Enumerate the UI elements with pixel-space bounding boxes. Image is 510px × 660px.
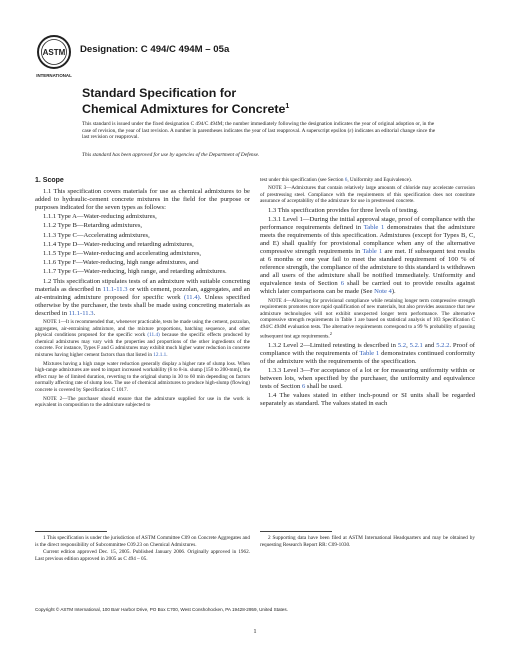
note-1-continued: Mixtures having a high range water reduction generally display a higher rate of slump loss. When high-range admixtures are used to impart increased workability (6 to 8-in. slump [150 to 200-mm]), the effect may be of limited duration, reverting to the original slump in 30 to 60 min depending on factors normally affecting rate of slump loss. The use of chemical admixtures to produce high-slump (flowing) concrete is covered by Specification C 1017. [35,360,250,393]
right-column [260,177,475,409]
footnote-1-edition: Current edition approved Dec. 15, 2005. Published January 2006. Originally approved in 1962. Last previous edition approved in 2005 as C 494 – 05. [35,549,250,562]
type-g-item: 1.1.7 Type G—Water-reducing, high range, and retarding admixtures. [43,268,227,276]
text: NOTE 4—Allowing for provisional compliance while retaining longer term compressive strength requirements promotes more rapid qualification of new materials, but also provides assurance that new admixture technologies will not exhibit unexpected longer term performance. The alternative compressive strength requirements in Table 1 are based on statistical analysis of 103 Specification C 494/C 494M evaluation tests. The alternative requirements correspond to a 99 % probability of passing subsequent test age requirements. [260,297,475,340]
link-11-1b[interactable]: 11.1-11.3 [68,309,94,317]
text: 1.3.1 Level 1—During the initial approval stage, proof of compliance with the performance requirements defined in [260,216,475,232]
text: . [166,351,168,358]
type-f-item: 1.1.6 Type F—Water-reducing, high range admixtures, and [43,259,199,267]
type-c-item: 1.1.3 Type C—Accelerating admixtures, [43,231,150,239]
svg-text:INTERNATIONAL: INTERNATIONAL [36,73,72,78]
text: test under this specification (see Section [260,177,345,183]
paragraph-1-3-3 [260,367,475,391]
footnote-rule-left [35,531,107,532]
text: 1.2 This specification stipulates tests of an admixture with suitable concreting materials as described in [35,277,250,293]
text: NOTE 1—It is recommended that, whenever practicable, tests be made using the cement, pozzolan, aggregates, air-entraining admixture, and the mixture proportions, batching sequence, and other physical conditions proposed for the specific work [35,319,250,339]
astm-logo-icon [36,34,72,80]
issuance-notice: This standard is issued under the fixed designation C 494/C 494M; the number immediately following the designation indicates the year of original adoption or, in the case of revision, the year of last revision. A number in parentheses indicates the year of last reapproval. A superscript epsilon (ε) indicates an editorial change since the last revision or reapproval. [82,121,436,141]
paragraph-1-3: 1.3 This specification provides for three levels of testing. [268,206,419,214]
text: because the specific effects produced by chemical admixtures may vary with the properties and proportions of the other ingredients of the concrete. For instance, Types F and G admixtures may exhibit much higher water reduction in concrete mixtures having higher cement factors than that listed in [35,332,250,358]
note-1 [35,319,250,359]
type-b-item: 1.1.2 Type B—Retarding admixtures, [43,222,143,230]
copyright-line: Copyright © ASTM International, 100 Barr Harbor Drive, PO Box C700, West Conshohocken, PA 19428-2959, United States. [35,607,288,612]
title-line-2 [82,100,412,116]
text: ). [391,288,396,296]
type-e-item: 1.1.5 Type E—Water-reducing and accelerating admixtures, [43,249,202,257]
text: demonstrates that the admixture meets the requirements of this specification. Admixtures (except for Types B, C, and E) shall qualify for provisional compliance when any of the alternative compressive strength requirements in [260,224,476,256]
text: 1.3.2 Level 2—Limited retesting is described in [268,341,398,349]
type-a-item: 1.1.1 Type A—Water-reducing admixtures, [43,213,157,221]
title-text: Chemical Admixtures for Concrete [82,102,286,117]
text: shall be used. [305,383,343,391]
note-4 [260,298,475,340]
svg-text:ASTM: ASTM [42,48,66,57]
link-12-1-1[interactable]: 12.1.1 [153,351,167,358]
link-section-6b[interactable]: 6 [340,280,344,288]
note-2: NOTE 2—The purchaser should ensure that the admixture supplied for use in the work is equivalent in composition to the admixture subjected to [35,395,250,409]
text: , Uniformity and Equivalence). [347,177,412,183]
text: demonstrates continued conformity of the admixture with the requirements of the specification. [260,349,475,365]
document-title [82,86,412,116]
text: . [93,309,96,317]
text: or with cement, pozzolan, aggregates, and an air-entraining admixture proposed for specific work [35,285,250,301]
link-note1-11-4[interactable]: (11.4) [147,332,160,339]
link-table-1c[interactable]: Table 1 [359,349,380,357]
type-d-item: 1.1.4 Type D—Water-reducing and retarding admixtures, [43,240,194,248]
text: , [406,341,410,349]
link-5-2-2[interactable]: 5.2.2 [436,341,450,349]
footnote-1: 1 This specification is under the jurisdiction of ASTM Committee C09 on Concrete Aggregates and is the direct responsibility of Subcommittee C09.23 on Chemical Admixtures. [35,535,250,548]
paragraph-1-3-1 [260,216,475,296]
link-note-4[interactable]: Note 4 [374,288,392,296]
paragraph-1-4: 1.4 The values stated in either inch-pound or SI units shall be regarded separately as standard. The values stated in each [260,392,475,408]
paragraph-1-2 [35,278,250,318]
text: are met. If subsequent test results at 6 months or one year fail to meet the standard requirement of 100 % of reference strength, the compliance of the admixture to this standard is withdrawn and all users of the admixture shall be notified immediately. Uniformity and equivalence tests of Section [260,248,475,288]
link-section-6[interactable]: 6 [344,177,348,183]
link-5-2-1[interactable]: 5.2.1 [409,341,423,349]
footnote-2: 2 Supporting data have been filed at ASTM International Headquarters and may be obtained by requesting Research Report RR: C09-1030. [260,535,475,548]
section-heading-scope: 1. Scope [35,177,64,184]
footnote-2-mark: 2 [329,330,332,336]
text: . Proof of compliance with the requirements of [260,341,475,357]
left-column [35,177,250,411]
link-11-1[interactable]: 11.1-11.3 [102,285,128,293]
page-number: 1 [253,628,257,635]
title-footnote-mark: 1 [285,103,290,110]
link-table-1b[interactable]: Table 1 [362,248,383,256]
link-table-1[interactable]: Table 1 [363,224,385,232]
designation: Designation: C 494/C 494M – 05a [80,44,230,55]
text: 1.3.3 Level 3—For acceptance of a lot or for measuring uniformity within or between lots, when specified by the purchaser, the uniformity and equivalence tests of Section [260,367,475,391]
link-5-2[interactable]: 5.2 [397,341,407,349]
link-section-6c[interactable]: 6 [301,383,306,391]
note-3: NOTE 3—Admixtures that contain relatively large amounts of chloride may accelerate corrosion of prestressing steel. Compliance with the requirements of this specification does not constitute assurance of acceptability of the admixture for use in prestressed concrete. [260,185,475,205]
text: . Unless specified otherwise by the purchaser, the tests shall be made using concreting materials as described in [35,293,250,317]
title-line-1: Standard Specification for [82,86,237,100]
footnote-rule-right [260,531,332,532]
text: and [422,341,437,349]
text: shall be carried out to provide results against which later comparisons can be made (See [260,280,475,296]
footnotes-left [35,535,250,563]
note-2-continued [260,177,475,184]
dod-approval-notice: This standard has been approved for use by agencies of the Department of Defense. [82,152,260,158]
paragraph-1-3-2 [260,342,475,366]
paragraph-1-1: 1.1 This specification covers materials for use as chemical admixtures to be added to hydraulic-cement concrete mixtures in the field for the purpose or purposes indicated for the seven types as follows: [35,188,250,211]
link-11-4[interactable]: (11.4) [184,293,200,301]
footnotes-right [260,535,475,549]
